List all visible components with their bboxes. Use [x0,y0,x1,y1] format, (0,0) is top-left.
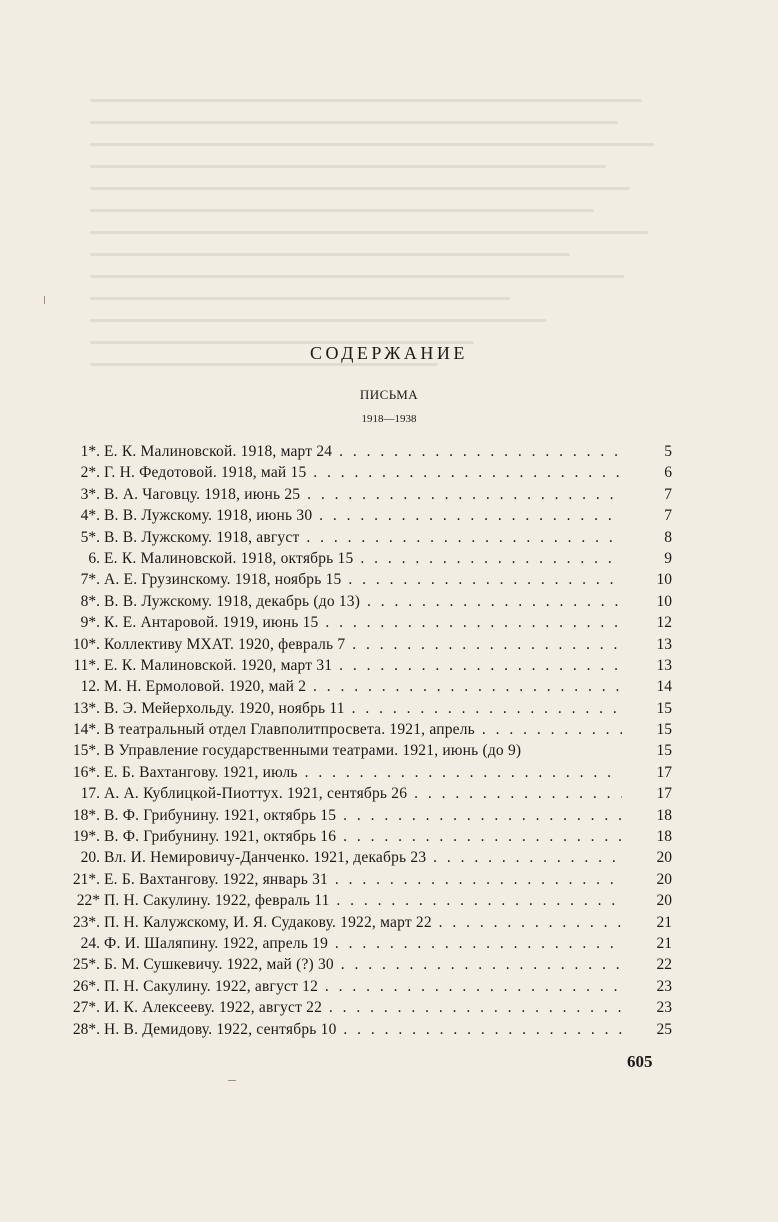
entry-number: 10*. [72,635,100,653]
entry-page: 17 [656,763,672,781]
toc-entry [60,634,680,655]
toc-entry [60,847,680,868]
entry-number: 23*. [72,913,100,931]
section-heading: ПИСЬМА [359,387,419,402]
entry-page: 10 [656,571,672,589]
entry-title: Вл. И. Немировичу-Данченко. 1921, декабрь 23 . . . [104,847,622,868]
toc-entry [60,890,680,911]
entry-title: Коллективу МХАТ. 1920, февраль 7 . . . [104,634,622,655]
entry-page: 23 [656,977,672,995]
entry-title: В. Э. Мейерхольду. 1920, ноябрь 11 . . . [104,698,622,719]
entry-number: 13*. [72,699,100,717]
entry-page: 21 [656,913,672,931]
entry-title: Н. В. Демидову. 1922, сентябрь 10 . . . [104,1019,622,1040]
entry-page: 20 [656,870,672,888]
entry-page: 15 [656,699,672,717]
entry-number: 26*. [72,977,100,995]
entry-page: 22 [656,956,672,974]
entry-number: 17. [80,785,100,803]
entry-number: 2*. [80,464,100,482]
entry-number: 18*. [72,806,100,824]
entry-title: Г. Н. Федотовой. 1918, май 15 . . . [104,462,622,483]
entry-title: Е. Б. Вахтангову. 1921, июль . . . [104,762,622,783]
toc-entry [60,548,680,569]
entry-number: 25*. [72,956,100,974]
toc-entry [60,805,680,826]
entry-page: 7 [664,485,672,503]
toc-entry [60,591,680,612]
table-of-contents [60,441,680,1040]
toc-entry [60,527,680,548]
entry-title: Е. К. Малиновской. 1918, март 24 . . . [104,441,622,462]
entry-page: 13 [656,656,672,674]
entry-page: 20 [656,892,672,910]
toc-entry [60,783,680,804]
entry-page: 10 [656,592,672,610]
toc-entry [60,676,680,697]
entry-number: 9*. [80,614,100,632]
toc-entry [60,912,680,933]
page-number: 605 [627,1052,653,1071]
toc-entry [60,462,680,483]
entry-page: 8 [664,528,672,546]
entry-title: И. К. Алексееву. 1922, август 22 . . . [104,997,622,1018]
toc-entry [60,954,680,975]
entry-title: К. Е. Антаровой. 1919, июнь 15 . . . [104,612,622,633]
entry-page: 18 [656,828,672,846]
entry-number: 5*. [80,528,100,546]
entry-number: 24. [80,934,100,952]
toc-entry [60,441,680,462]
entry-number: 15*. [72,742,100,760]
entry-page: 6 [664,464,672,482]
entry-title: М. Н. Ермоловой. 1920, май 2 . . . [104,676,622,697]
entry-title: П. Н. Калужскому, И. Я. Судакову. 1922, март 22 . . . [104,912,622,933]
entry-number: 19*. [72,828,100,846]
entry-page: 12 [656,614,672,632]
entry-number: 27*. [72,999,100,1017]
entry-number: 3*. [80,485,100,503]
entry-number: 8*. [80,592,100,610]
entry-number: 1*. [80,443,100,460]
toc-entry [60,655,680,676]
entry-number: 11*. [73,656,100,674]
entry-number: 4*. [80,507,100,525]
toc-entry [60,719,680,740]
page-speck [228,1080,236,1081]
toc-entry [60,484,680,505]
entry-title: А. А. Кублицкой-Пиоттух. 1921, сентябрь 26 . . . [104,783,622,804]
entry-page: 18 [656,806,672,824]
toc-entry [60,505,680,526]
entry-page: 9 [664,549,672,567]
entry-number: 6. [88,549,100,567]
toc-entry [60,826,680,847]
entry-number: 14*. [72,721,100,739]
entry-title: В. Ф. Грибунину. 1921, октябрь 16 . . . [104,826,622,847]
entry-number: 7*. [80,571,100,589]
entry-number: 16*. [72,763,100,781]
entry-number: 21*. [72,870,100,888]
entry-title: В. В. Лужскому. 1918, июнь 30 . . . [104,505,622,526]
entry-page: 15 [656,721,672,739]
toc-entry [60,869,680,890]
entry-page: 13 [656,635,672,653]
entry-title: В. В. Лужскому. 1918, декабрь (до 13) . . . [104,591,622,612]
entry-title: В. А. Чаговцу. 1918, июнь 25 . . . [104,484,622,505]
entry-title: Е. К. Малиновской. 1920, март 31 . . . [104,655,622,676]
toc-entry [60,740,680,761]
toc-entry [60,612,680,633]
entry-title: В. В. Лужскому. 1918, август . . . [104,527,622,548]
entry-title: В Управление государственными театрами. 1921, июнь (до 9) [104,742,522,760]
entry-number: 20. [80,849,100,867]
toc-entry [60,997,680,1018]
entry-title: Б. М. Сушкевичу. 1922, май (?) 30 . . . [104,954,622,975]
entry-title: П. Н. Сакулину. 1922, февраль 11 . . . [104,890,622,911]
section-years: 1918—1938 [361,413,417,425]
toc-entry [60,698,680,719]
entry-title: В театральный отдел Главполитпросвета. 1921, апрель . . . [104,719,622,740]
entry-number: 12. [80,678,100,696]
entry-number: 28*. [72,1020,100,1038]
entry-title: В. Ф. Грибунину. 1921, октябрь 15 . . . [104,805,622,826]
entry-title: Е. К. Малиновской. 1918, октябрь 15 . . . [104,548,622,569]
entry-page: 5 [664,443,672,460]
entry-page: 7 [664,507,672,525]
page-title: СОДЕРЖАНИЕ [310,343,468,363]
entry-page: 14 [656,678,672,696]
toc-entry [60,976,680,997]
entry-title: А. Е. Грузинскому. 1918, ноябрь 15 . . . [104,569,622,590]
toc-entry [60,1019,680,1040]
entry-title: Ф. И. Шаляпину. 1922, апрель 19 . . . [104,933,622,954]
entry-page: 23 [656,999,672,1017]
page-speck [44,296,45,304]
toc-entry [60,933,680,954]
entry-page: 21 [656,934,672,952]
entry-page: 15 [656,742,672,760]
entry-page: 20 [656,849,672,867]
entry-page: 17 [656,785,672,803]
entry-title: П. Н. Сакулину. 1922, август 12 . . . [104,976,622,997]
entry-page: 25 [656,1020,672,1038]
toc-entry [60,569,680,590]
entry-title: Е. Б. Вахтангову. 1922, январь 31 . . . [104,869,622,890]
entry-number: 22* [76,892,100,910]
toc-entry [60,762,680,783]
